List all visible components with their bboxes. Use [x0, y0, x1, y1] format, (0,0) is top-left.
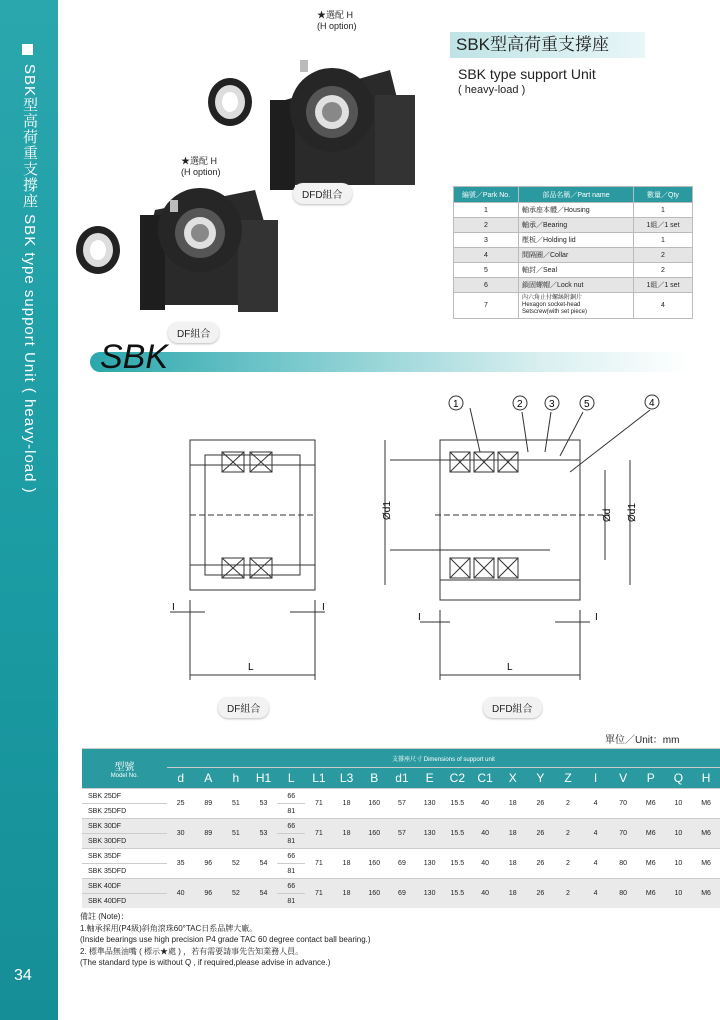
dims-l-cell: 81 [277, 864, 305, 879]
dims-value-cell: 96 [194, 879, 222, 909]
df-image-label: DF組合 [168, 322, 219, 343]
dims-value-cell: 71 [305, 879, 333, 909]
dims-value-cell: 130 [416, 789, 444, 819]
df-dim-i-right: I [322, 602, 325, 613]
parts-row: 4 間隔圈／Collar 2 [454, 248, 693, 263]
dims-value-cell: 51 [222, 819, 250, 849]
dims-col-header: L1 [305, 768, 333, 789]
df-dim-i-left: I [172, 602, 175, 613]
dims-l-cell: 66 [277, 819, 305, 834]
dims-col-header: d1 [388, 768, 416, 789]
callout-2 [513, 396, 527, 410]
parts-header-name: 部品名稱／Part name [519, 187, 634, 203]
dims-value-cell: 70 [609, 789, 637, 819]
sidebar [0, 0, 58, 1020]
dims-value-cell: 40 [167, 879, 195, 909]
dims-value-cell: 40 [471, 879, 499, 909]
dims-value-cell: 15.5 [443, 849, 471, 879]
technical-drawing [150, 390, 670, 720]
dims-value-cell: 2 [554, 819, 582, 849]
dims-col-header: Z [554, 768, 582, 789]
dims-value-cell: 71 [305, 789, 333, 819]
dims-value-cell: 18 [499, 879, 527, 909]
dims-model-header: 型號 Model No. [82, 749, 167, 789]
dims-value-cell: 160 [360, 819, 388, 849]
dims-col-header: H [692, 768, 720, 789]
dims-col-header: P [637, 768, 665, 789]
dims-group-header-row [82, 749, 720, 768]
dims-col-header: C2 [443, 768, 471, 789]
dims-value-cell: 10 [665, 789, 693, 819]
dims-value-cell: 53 [250, 789, 278, 819]
df-locknut-image [76, 226, 120, 274]
dims-value-cell: 4 [582, 879, 610, 909]
dims-value-cell: 18 [499, 789, 527, 819]
parts-header-no: 編號／Park No. [454, 187, 519, 203]
parts-row: 6 鎖固螺帽／Lock nut 1組／1 set [454, 278, 693, 293]
parts-table [453, 186, 693, 319]
dims-model-cell: SBK 25DF [82, 789, 167, 804]
dims-l-cell: 81 [277, 834, 305, 849]
dims-value-cell: 10 [665, 849, 693, 879]
dfd-dim-l: L [507, 662, 513, 673]
dims-col-header: X [499, 768, 527, 789]
option-h-label-left: ★選配 H (H option) [181, 156, 221, 177]
dims-value-cell: 52 [222, 849, 250, 879]
dfd-dim-i-right: I [595, 612, 598, 623]
svg-text:1: 1 [453, 399, 459, 410]
dims-value-cell: 89 [194, 789, 222, 819]
dims-value-cell: 26 [527, 819, 555, 849]
dfd-drawing-caption: DFD組合 [483, 697, 542, 718]
parts-row: 7 內六角止付螺絲附銅片 Hexagon socket-head Setscrew(with set piece) 4 [454, 293, 693, 319]
dims-value-cell: 40 [471, 819, 499, 849]
dims-value-cell: 96 [194, 849, 222, 879]
dims-value-cell: 130 [416, 849, 444, 879]
dims-model-cell: SBK 40DFD [82, 894, 167, 909]
callout-3 [545, 396, 559, 410]
dims-value-cell: 89 [194, 819, 222, 849]
dims-body [82, 789, 720, 909]
page-number: 34 [14, 967, 32, 984]
dims-col-header: A [194, 768, 222, 789]
dims-row [82, 879, 720, 894]
dims-value-cell: 4 [582, 819, 610, 849]
notes-title: 備註 (Note)： [80, 912, 129, 921]
page-title [450, 32, 645, 98]
dims-col-header: L [277, 768, 305, 789]
dims-value-cell: 18 [499, 819, 527, 849]
dims-model-cell: SBK 30DF [82, 819, 167, 834]
title-zh: SBK型高荷重支撐座 [450, 32, 645, 58]
product-illustrations [70, 40, 430, 340]
dims-value-cell: 71 [305, 849, 333, 879]
dims-col-header: I [582, 768, 610, 789]
dfd-dim-d1-left: Ød1 [382, 501, 393, 520]
dims-value-cell: M6 [637, 819, 665, 849]
notes [80, 911, 371, 969]
dims-l-cell: 66 [277, 879, 305, 894]
dims-group-header: 支撐座尺寸 Dimensions of support unit [167, 749, 720, 768]
dims-value-cell: 26 [527, 879, 555, 909]
parts-row: 5 軸封／Seal 2 [454, 263, 693, 278]
dims-value-cell: 54 [250, 879, 278, 909]
unit-label: 單位／Unit：mm [605, 735, 680, 746]
parts-header-qty: 數量／Qty [634, 187, 693, 203]
dims-col-header: E [416, 768, 444, 789]
dims-value-cell: 35 [167, 849, 195, 879]
sidebar-square-marker [22, 44, 33, 55]
dfd-dim-d: Ød [602, 508, 613, 522]
df-drawing-caption: DF組合 [218, 697, 269, 718]
callout-4 [645, 395, 659, 409]
dims-value-cell: 4 [582, 849, 610, 879]
dims-col-header: H1 [250, 768, 278, 789]
dims-col-header: Y [527, 768, 555, 789]
dims-l-cell: 66 [277, 789, 305, 804]
df-drawing [170, 440, 325, 680]
dims-model-cell: SBK 25DFD [82, 804, 167, 819]
svg-text:4: 4 [649, 398, 655, 409]
dims-l-cell: 66 [277, 849, 305, 864]
dims-value-cell: 130 [416, 819, 444, 849]
svg-text:3: 3 [549, 399, 555, 410]
dims-value-cell: M6 [637, 849, 665, 879]
callout-5 [580, 396, 594, 410]
dims-value-cell: 57 [388, 789, 416, 819]
dims-value-cell: 80 [609, 879, 637, 909]
dims-value-cell: 53 [250, 819, 278, 849]
dims-model-cell: SBK 30DFD [82, 834, 167, 849]
dims-row [82, 849, 720, 864]
dimensions-table [82, 748, 720, 908]
dims-col-header: h [222, 768, 250, 789]
dims-value-cell: 26 [527, 849, 555, 879]
dims-value-cell: 40 [471, 849, 499, 879]
dims-value-cell: M6 [692, 819, 720, 849]
note-2-en: (The standard type is without Q , if required,please advise in advance.) [80, 958, 331, 967]
dims-model-cell: SBK 35DF [82, 849, 167, 864]
dims-value-cell: 54 [250, 849, 278, 879]
dims-value-cell: 4 [582, 789, 610, 819]
dims-value-cell: 18 [333, 789, 361, 819]
dims-value-cell: 18 [333, 849, 361, 879]
sidebar-vertical-title: SBK型高荷重支撐座 SBK type support Unit ( heavy-load ) [21, 64, 38, 494]
dims-value-cell: 25 [167, 789, 195, 819]
dims-value-cell: 69 [388, 849, 416, 879]
svg-text:5: 5 [584, 399, 590, 410]
df-housing-image [140, 188, 278, 312]
dims-col-header: V [609, 768, 637, 789]
option-h-label-top: ★選配 H (H option) [317, 10, 357, 31]
dims-row [82, 789, 720, 804]
dims-value-cell: 18 [333, 819, 361, 849]
dfd-drawing [385, 408, 650, 680]
dims-value-cell: 10 [665, 819, 693, 849]
dims-value-cell: M6 [637, 789, 665, 819]
dfd-dim-i-left: I [418, 612, 421, 623]
parts-table-header [454, 187, 693, 203]
dims-column-header-row [82, 768, 720, 789]
dims-value-cell: 80 [609, 849, 637, 879]
dims-value-cell: 160 [360, 789, 388, 819]
dims-col-header: d [167, 768, 195, 789]
parts-row: 2 軸承／Bearing 1組／1 set [454, 218, 693, 233]
dims-col-header: B [360, 768, 388, 789]
dfd-locknut-image [208, 78, 252, 126]
dims-value-cell: 18 [333, 879, 361, 909]
dims-value-cell: 30 [167, 819, 195, 849]
dims-value-cell: 2 [554, 879, 582, 909]
dfd-housing-image [270, 60, 415, 190]
dfd-dim-d1-right: Ød1 [627, 503, 638, 522]
dims-value-cell: 69 [388, 879, 416, 909]
svg-text:2: 2 [517, 399, 523, 410]
dims-value-cell: 15.5 [443, 819, 471, 849]
parts-row: 1 軸承座本體／Housing 1 [454, 203, 693, 218]
dims-col-header: L3 [333, 768, 361, 789]
callout-1 [449, 396, 463, 410]
dims-value-cell: 18 [499, 849, 527, 879]
parts-row: 3 壓板／Holding lid 1 [454, 233, 693, 248]
dims-value-cell: 10 [665, 879, 693, 909]
note-1: 1.軸承採用(P4級)斜角滾珠60°TAC日系品牌大廠。 [80, 923, 258, 933]
dfd-image-label: DFD組合 [293, 183, 352, 204]
sbk-section-label: SBK [100, 338, 169, 376]
dims-value-cell: M6 [692, 849, 720, 879]
dims-value-cell: 15.5 [443, 789, 471, 819]
dims-value-cell: 26 [527, 789, 555, 819]
dims-value-cell: 70 [609, 819, 637, 849]
sbk-section-band [90, 352, 690, 372]
dims-value-cell: M6 [692, 789, 720, 819]
note-2: 2. 標準品無油嘴 ( 標示★處 ) ，若有需要請事先告知業務人員。 [80, 946, 304, 956]
dims-l-cell: 81 [277, 894, 305, 909]
note-1-en: (Inside bearings use high precision P4 grade TAC 60 degree contact ball bearing.) [80, 935, 371, 944]
dims-value-cell: M6 [692, 879, 720, 909]
dims-value-cell: 71 [305, 819, 333, 849]
dims-value-cell: 52 [222, 879, 250, 909]
dims-value-cell: 2 [554, 789, 582, 819]
dims-col-header: Q [665, 768, 693, 789]
dims-value-cell: 40 [471, 789, 499, 819]
dims-value-cell: 160 [360, 849, 388, 879]
dims-value-cell: 15.5 [443, 879, 471, 909]
title-en-sub: ( heavy-load ) [458, 84, 526, 96]
df-dim-l: L [248, 662, 254, 673]
dims-value-cell: 51 [222, 789, 250, 819]
dims-value-cell: 2 [554, 849, 582, 879]
dims-value-cell: 130 [416, 879, 444, 909]
dims-value-cell: M6 [637, 879, 665, 909]
dims-col-header: C1 [471, 768, 499, 789]
dims-value-cell: 160 [360, 879, 388, 909]
dims-row [82, 819, 720, 834]
dims-value-cell: 57 [388, 819, 416, 849]
dims-l-cell: 81 [277, 804, 305, 819]
dims-model-cell: SBK 35DFD [82, 864, 167, 879]
title-en: SBK type support Unit [458, 66, 596, 82]
dims-model-cell: SBK 40DF [82, 879, 167, 894]
